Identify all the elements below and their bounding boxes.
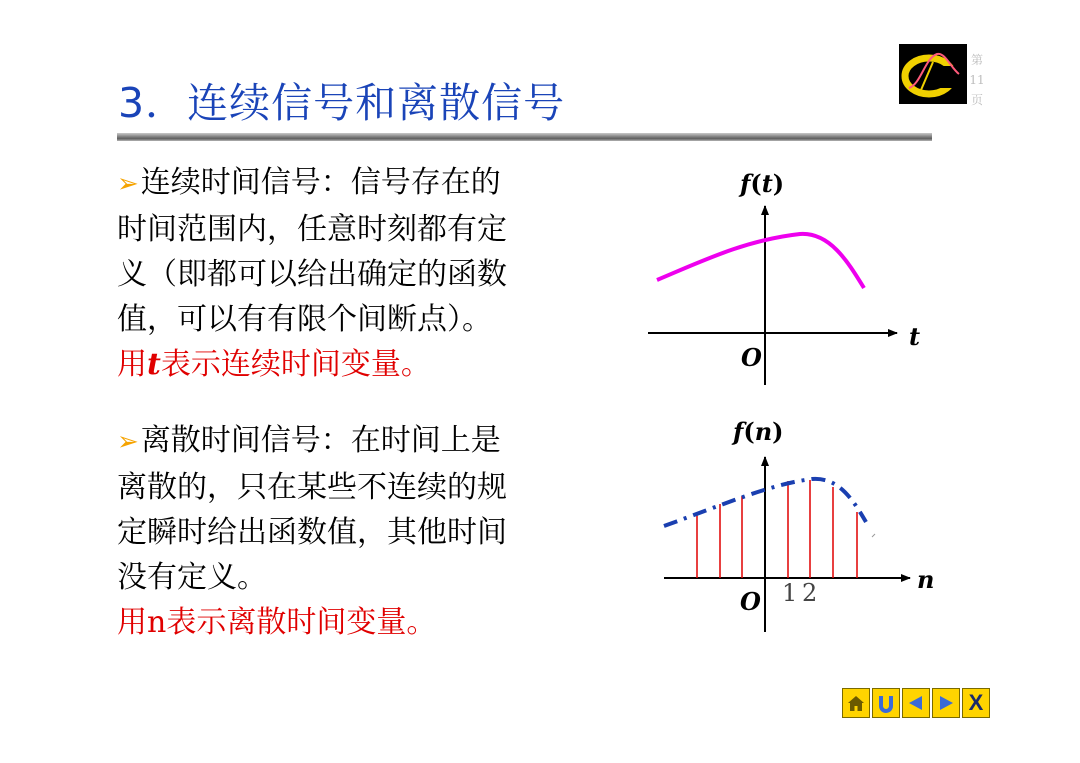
discrete-line-1 bbox=[117, 418, 597, 465]
discrete-variable-note: 用n表示离散时间变量。 bbox=[117, 605, 437, 640]
page-number: 11 bbox=[969, 73, 985, 87]
previous-button[interactable] bbox=[902, 688, 930, 718]
return-icon bbox=[876, 693, 896, 713]
continuous-x-label: t bbox=[909, 322, 921, 351]
course-logo bbox=[899, 44, 967, 104]
continuous-note-variable: t bbox=[147, 347, 161, 382]
continuous-text-2: 时间范围内，任意时刻都有定 bbox=[117, 212, 507, 247]
continuous-origin-label: O bbox=[741, 343, 762, 372]
discrete-tick-label-1: 1 bbox=[782, 579, 798, 607]
left-triangle-icon bbox=[906, 693, 926, 713]
continuous-y-label: f(t) bbox=[740, 169, 785, 198]
discrete-signal-paragraph bbox=[117, 418, 597, 645]
continuous-line-1 bbox=[117, 160, 597, 207]
continuous-note-prefix: 用 bbox=[117, 347, 147, 382]
discrete-envelope-curve bbox=[664, 479, 866, 526]
discrete-text-1: 离散时间信号：在时间上是 bbox=[140, 423, 501, 458]
discrete-tick-label-2: 2 bbox=[802, 579, 818, 607]
discrete-text-4: 没有定义。 bbox=[117, 560, 267, 595]
bullet-arrow-icon: ➢ bbox=[117, 427, 139, 457]
title-divider bbox=[117, 133, 932, 141]
page-indicator-suffix: 页 bbox=[970, 93, 983, 107]
home-button[interactable] bbox=[842, 688, 870, 718]
continuous-text-4: 值，可以有有限个间断点）。 bbox=[117, 302, 492, 337]
envelope-tail-mark bbox=[872, 534, 875, 537]
discrete-text-2: 离散的，只在某些不连续的规 bbox=[117, 470, 507, 505]
continuous-y-label-f: f bbox=[740, 169, 751, 198]
discrete-text-3: 定瞬时给出函数值，其他时间 bbox=[117, 515, 507, 550]
right-triangle-icon bbox=[936, 693, 956, 713]
continuous-variable-note bbox=[117, 342, 597, 387]
home-icon bbox=[846, 694, 866, 712]
continuous-signal-curve bbox=[657, 234, 864, 288]
return-button[interactable] bbox=[872, 688, 900, 718]
next-button[interactable] bbox=[932, 688, 960, 718]
close-button[interactable] bbox=[962, 688, 990, 718]
continuous-y-label-arg: t bbox=[761, 169, 773, 198]
discrete-y-label-f: f bbox=[733, 417, 744, 446]
page-title: 3．连续信号和离散信号 bbox=[118, 79, 566, 127]
continuous-text-1: 连续时间信号：信号存在的 bbox=[140, 165, 501, 200]
discrete-y-label-arg: n bbox=[754, 417, 773, 446]
continuous-note-suffix: 表示连续时间变量。 bbox=[160, 347, 431, 382]
discrete-origin-label: O bbox=[740, 587, 761, 616]
continuous-text-3: 义（即都可以给出确定的函数 bbox=[117, 257, 507, 292]
close-icon: X bbox=[968, 690, 984, 715]
continuous-signal-paragraph bbox=[117, 160, 597, 387]
bullet-arrow-icon: ➢ bbox=[117, 169, 139, 199]
page-indicator-prefix: 第 bbox=[970, 53, 983, 67]
discrete-x-label: n bbox=[917, 565, 935, 594]
page-indicator bbox=[966, 50, 988, 110]
discrete-y-label: f(n) bbox=[733, 417, 784, 446]
